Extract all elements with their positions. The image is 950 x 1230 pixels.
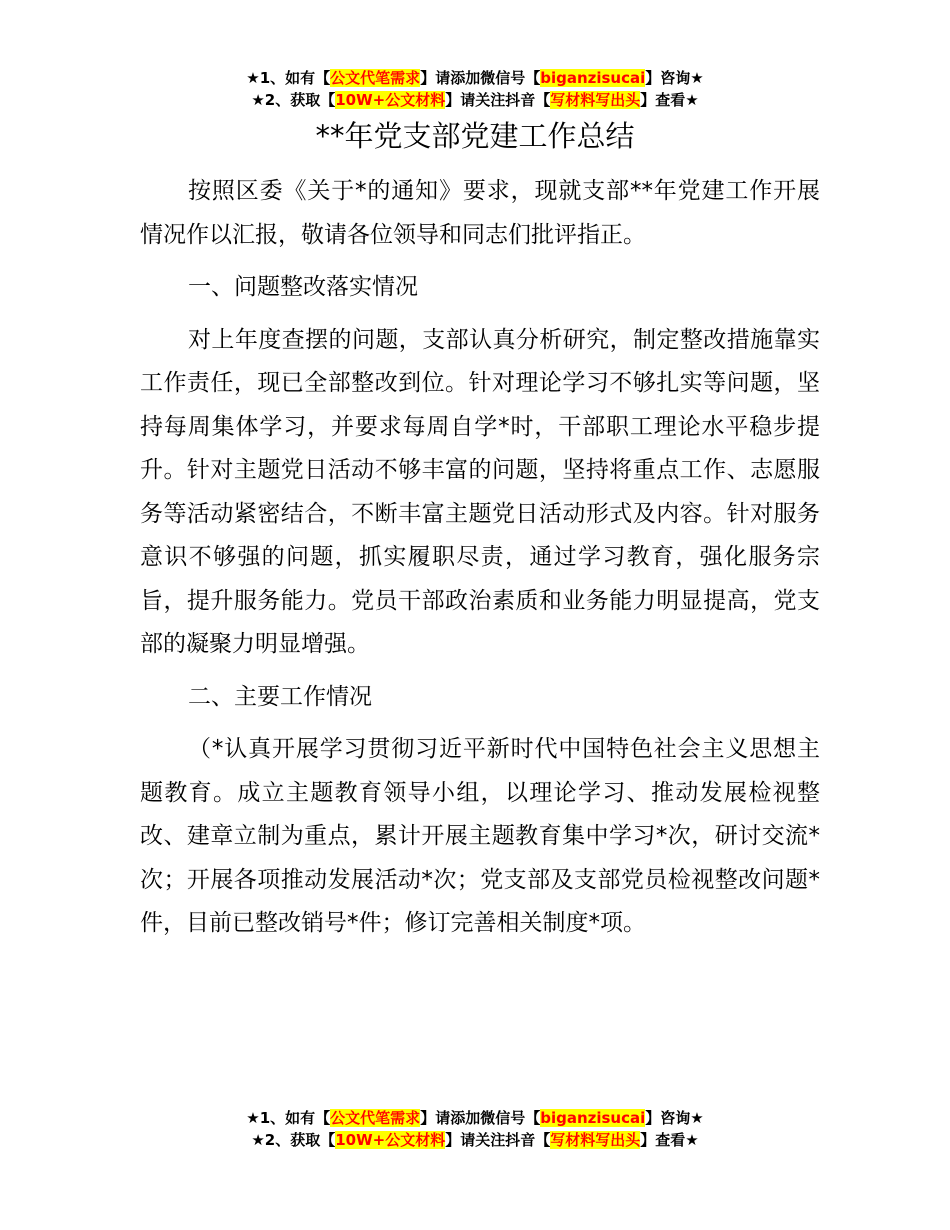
section-heading: 二、主要工作情况 [188,683,372,710]
highlight-text: 10W+公文材料 [335,91,446,109]
banner-text: 】请关注抖音【 [445,1131,551,1149]
header-banner [0,67,950,111]
banner-line-1 [0,67,950,89]
body-paragraph: 对上年度查摆的问题，支部认真分析研究，制定整改措施靠实工作责任，现已全部整改到位。针对理论学习不够扎实等问题，坚持每周集体学习，并要求每周自学*时，干部职工理论水平稳步提升。针对主题党日活动不够丰富的问题，坚持将重点工作、志愿服务等活动紧密结合，不断丰富主题党日活动形式及内容。针对服务意识不够强的问题，抓实履职尽责，通过学习教育，强化服务宗旨，提升服务能力。党员干部政治素质和业务能力明显提高，党支部的凝聚力明显增强。 [140,326,820,657]
banner-text: ★2、获取【 [251,1131,336,1149]
banner-text: 】咨询★ [645,69,704,87]
banner-text: ★1、如有【 [246,69,331,87]
highlight-text: 公文代笔需求 [330,1109,421,1127]
banner-line-2 [0,1129,950,1151]
highlight-text: biganzisucai [540,1109,646,1127]
document-title: **年党支部党建工作总结 [315,119,635,153]
body-paragraph: （*认真开展学习贯彻习近平新时代中国特色社会主义思想主题教育。成立主题教育领导小组，以理论学习、推动发展检视整改、建章立制为重点，累计开展主题教育集中学习*次，研讨交流*次；开展各项推动发展活动*次；党支部及支部党员检视整改问题*件，目前已整改销号*件；修订完善相关制度*项。 [140,736,820,936]
document-body [140,170,820,955]
footer-banner [0,1107,950,1151]
highlight-text: 写材料写出头 [550,1131,641,1149]
banner-text: 】请关注抖音【 [445,91,551,109]
banner-text: 】咨询★ [645,1109,704,1127]
banner-line-2 [0,89,950,111]
banner-text: 】查看★ [640,1131,699,1149]
highlight-text: 公文代笔需求 [330,69,421,87]
intro-paragraph: 按照区委《关于*的通知》要求，现就支部**年党建工作开展情况作以汇报，敬请各位领导和同志们批评指正。 [140,178,820,248]
banner-text: ★1、如有【 [246,1109,331,1127]
banner-line-1 [0,1107,950,1129]
highlight-text: biganzisucai [540,69,646,87]
banner-text: ★2、获取【 [251,91,336,109]
banner-text: 】查看★ [640,91,699,109]
banner-text: 】请添加微信号【 [420,1109,541,1127]
section-heading: 一、问题整改落实情况 [188,274,418,300]
highlight-text: 写材料写出头 [550,91,641,109]
banner-text: 】请添加微信号【 [420,69,541,87]
highlight-text: 10W+公文材料 [335,1131,446,1149]
